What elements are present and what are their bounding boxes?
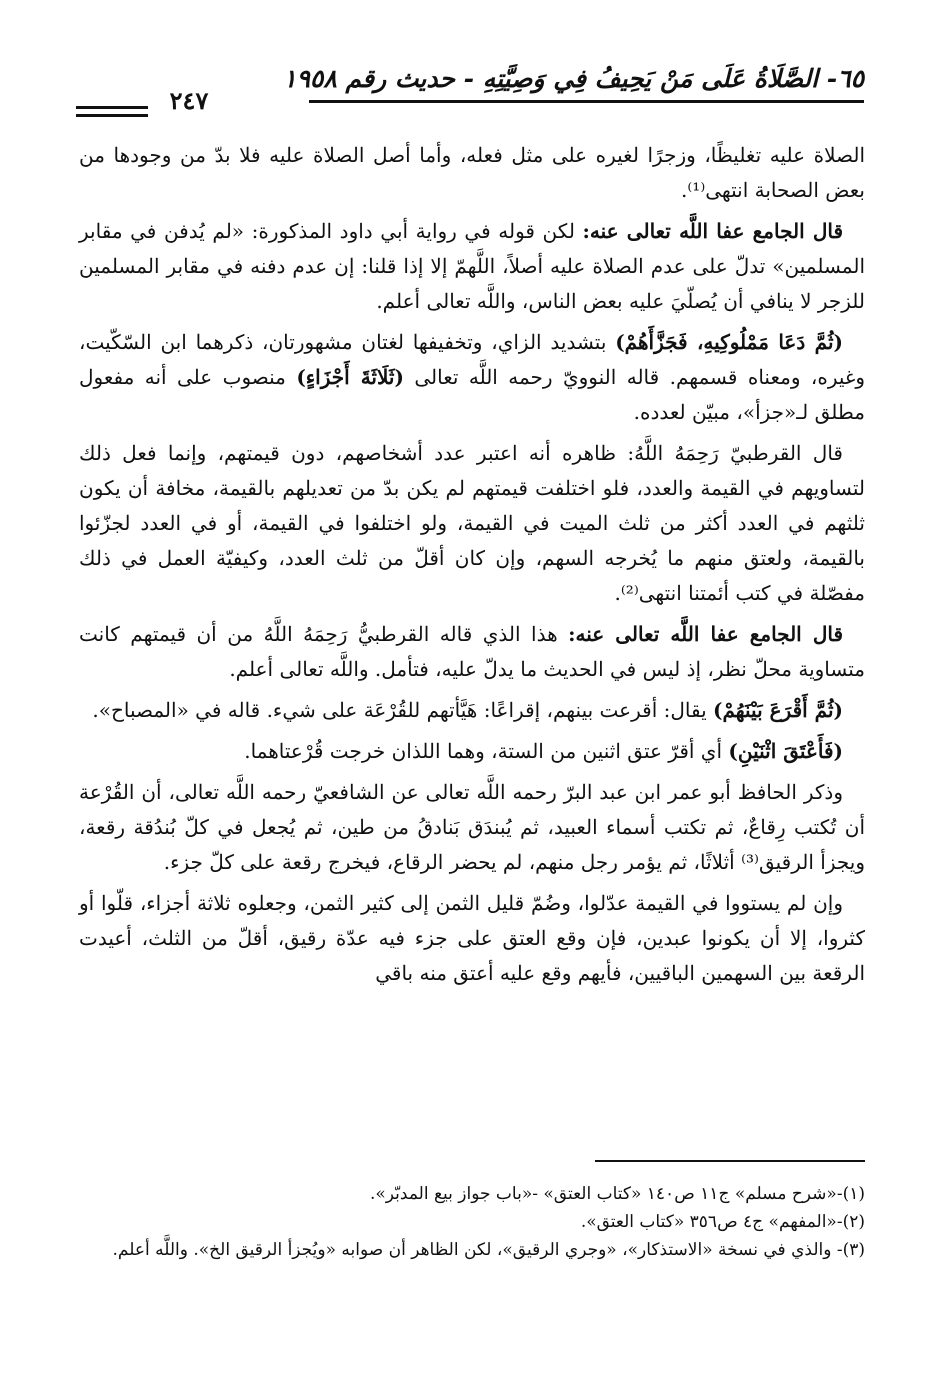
paragraph: قال القرطبيّ رَحِمَهُ اللَّهُ: ظاهره أنه اعتبر عدد أشخاصهم، دون قيمتهم، وإنما فعل ذلك لتساويهم في القيمة والعدد، فلو اختلفت قيمتهم لم يكن بدّ من تعديلهم بالقيمة، مخافة أن يكون ثلثهم في العدد أكثر من ثلث الميت في القيمة، ولو اختلفوا في القيمة، أو في العدد لجزّئوا بالقيمة، ولعتق منهم ما يُخرجه السهم، وإن كان أقلّ من ثلث العدد، وكيفيّة العمل في ذلك مفصّلة في كتب أئمتنا انتهى⁽²⁾. (79, 441, 865, 605)
footnote: (١)-«شرح مسلم» ج١١ ص١٤٠ «كتاب العتق» -«باب جواز بيع المدبّر». (369, 1184, 865, 1204)
header-rule-left-lower (76, 114, 148, 117)
paragraph (79, 734, 865, 769)
chapter-title: ٦٥- الصَّلَاةُ عَلَى مَنْ يَحِيفُ فِي وَصِيَّتِهِ - حديث رقم ١٩٥٨ (283, 64, 864, 93)
author-remark-lead: قال الجامع عفا اللَّه تعالى عنه: (582, 219, 844, 243)
paragraph-text: يقال: أقرعت بينهم، إقراعًا: هَيَّأتهم للقُرْعَة على شيء. قاله في «المصباح». (92, 698, 707, 722)
footnotes (79, 1180, 865, 1264)
page-body (79, 138, 865, 997)
hadith-quote: (ثُمَّ أَقْرَعَ بَيْنَهُمْ) (713, 698, 843, 722)
footnote: (٢)-«المفهم» ج٤ ص٣٥٦ «كتاب العتق». (580, 1212, 865, 1232)
hadith-quote: (فَأَعْتَقَ اثْنَيْنِ) (728, 739, 843, 763)
paragraph-text: منصوب على أنه مفعول مطلق لـ«جزأ»، مبيّن لعدده. (79, 365, 865, 424)
footnote: (٣)- والذي في نسخة «الاستذكار»، «وجري الرقيق»، لكن الظاهر أن صوابه «ويُجزأ الرقيق الخ». واللَّه أعلم. (112, 1240, 865, 1260)
hadith-quote: (ثُمَّ دَعَا مَمْلُوكِيهِ، فَجَزَّأَهُمْ) (615, 330, 844, 354)
header-rule-left-upper (76, 106, 148, 109)
paragraph-text: لكن قوله في رواية أبي داود المذكورة: «لم يُدفن في مقابر المسلمين» تدلّ على عدم الصلاة عليه أصلاً، اللَّهمّ إلا إذا قلنا: إن عدم دفنه في مقابر المسلمين للزجر لا ينافي أن يُصلّيَ عليه بعض الناس، واللَّه تعالى أعلم. (79, 219, 865, 313)
paragraph: الصلاة عليه تغليظًا، وزجرًا لغيره على مثل فعله، وأما أصل الصلاة عليه فلا بدّ من وجودها من بعض الصحابة انتهى⁽¹⁾. (79, 143, 865, 202)
author-remark-lead: قال الجامع عفا اللَّه تعالى عنه: (568, 622, 844, 646)
paragraph-text: هذا الذي قاله القرطبيُّ رَحِمَهُ اللَّهُ من أن قيمتهم كانت متساوية محلّ نظر، إذ ليس في الحديث ما يدلّ عليه، فتأمل. واللَّه تعالى أعلم. (79, 622, 865, 681)
footnote-separator (595, 1160, 865, 1162)
paragraph (79, 693, 865, 728)
hadith-quote: (ثَلَاثَةَ أَجْزَاءٍ) (296, 365, 404, 389)
paragraph-text: بتشديد الزاي، وتخفيفها لغتان مشهورتان، ذكرهما ابن السّكّيت، وغيره، ومعناه قسمهم. قاله النوويّ رحمه اللَّه تعالى (79, 330, 866, 389)
page-number: ٢٤٧ (169, 86, 209, 115)
paragraph (79, 617, 865, 687)
paragraph (79, 325, 865, 430)
paragraph: وذكر الحافظ أبو عمر ابن عبد البرّ رحمه اللَّه تعالى عن الشافعيّ رحمه اللَّه تعالى، أن القُرْعة أن تُكتب رِقاعٌ، ثم تكتب أسماء العبيد، ثم يُبندَق بَنادقُ من طين، ثم يُجعل في كلّ بُندُقة رقعة، ويجزأ الرقيق⁽³⁾ أثلاثًا، ثم يؤمر رجل منهم، لم يحضر الرقاع، فيخرج رقعة على كلّ جزء. (79, 780, 865, 874)
paragraph: وإن لم يستووا في القيمة عدّلوا، وضُمّ قليل الثمن إلى كثير الثمن، وجعلوه ثلاثة أجزاء، قلّوا أو كثروا، إلا أن يكونوا عبدين، فإن وقع العتق على جزء فيه عدّة رقيق، أقلّ من الثلث، أعيدت الرقعة بين السهمين الباقيين، فأيهم وقع عليه أعتق منه باقي (79, 891, 865, 985)
header-rule (309, 100, 864, 103)
page-header (76, 64, 864, 122)
paragraph-text: أي أقرّ عتق اثنين من الستة، وهما اللذان خرجت قُرْعتاهما. (244, 739, 723, 763)
paragraph (79, 214, 865, 319)
